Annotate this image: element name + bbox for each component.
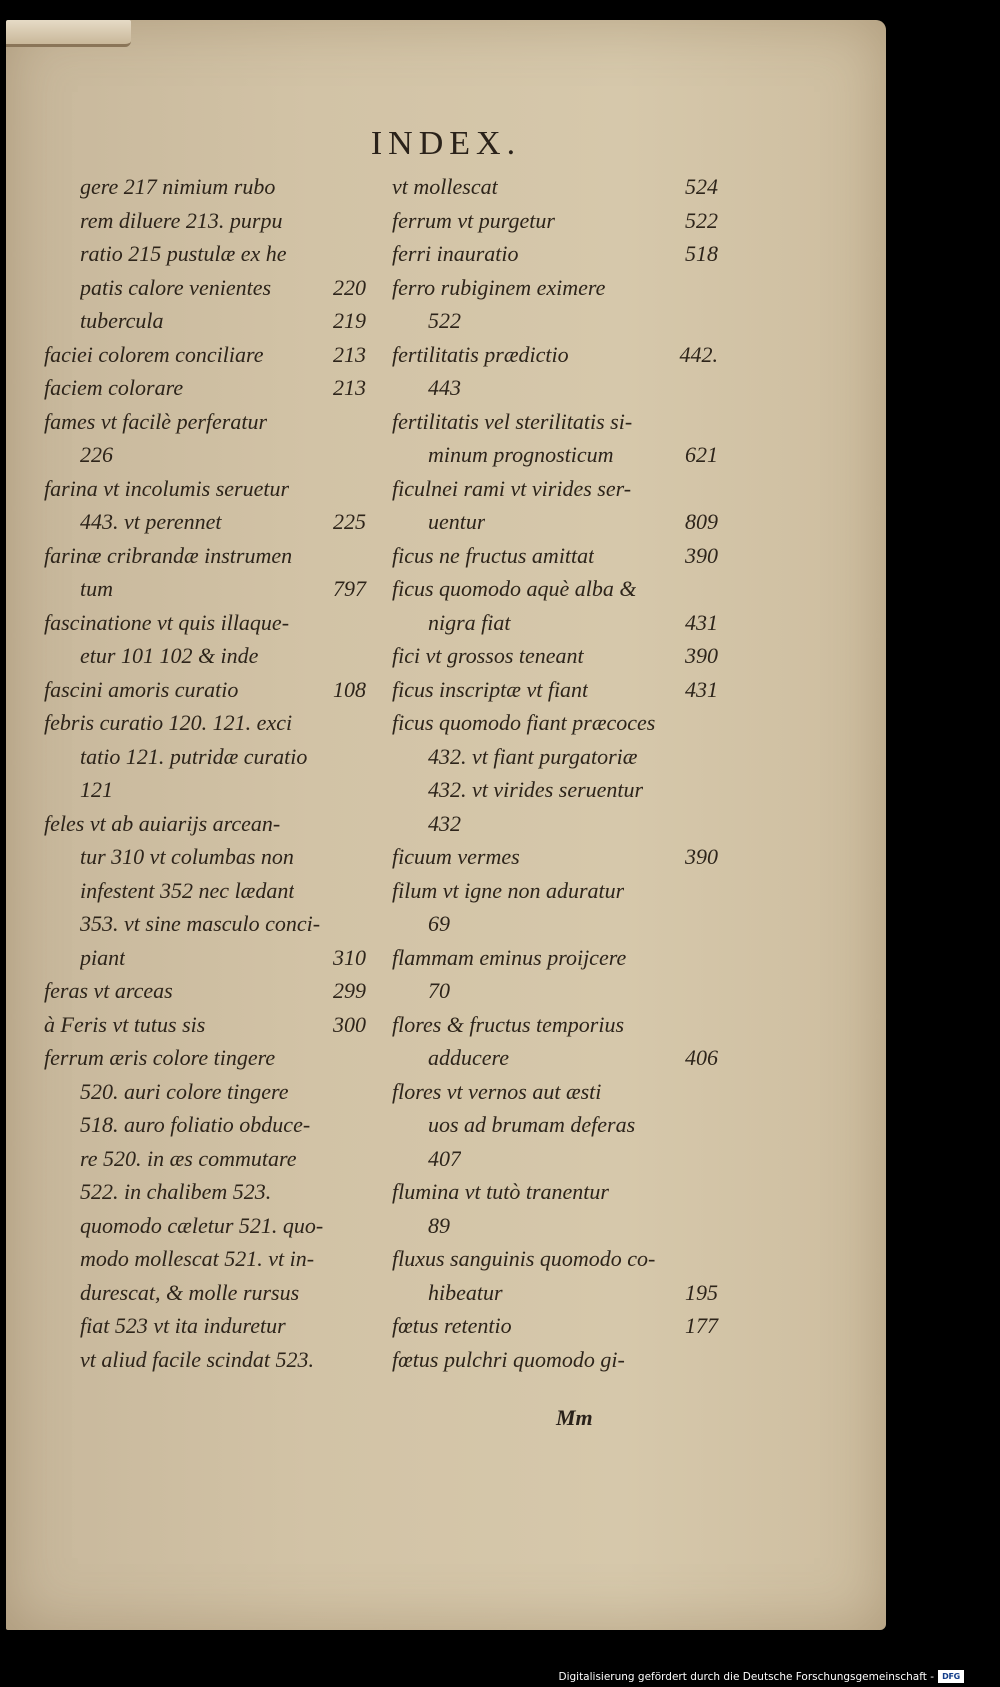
index-entry-line [44, 639, 366, 673]
index-entry-line [392, 840, 718, 874]
index-entry-line [44, 807, 366, 841]
entry-text: 407 [428, 1145, 461, 1171]
index-entry-line [44, 1242, 366, 1276]
entry-text: fluxus sanguinis quomodo co- [392, 1246, 656, 1271]
entry-text: uentur [428, 509, 486, 534]
index-entry-line [44, 371, 366, 405]
entry-page-number: 299 [333, 978, 366, 1003]
entry-page-number: 518 [685, 241, 718, 266]
entry-text: 226 [80, 442, 113, 467]
entry-text: 353. vt sine masculo conci- [80, 911, 321, 936]
entry-page-number: 108 [333, 676, 366, 702]
index-entry-line [392, 1276, 718, 1310]
entry-text: fertilitatis prædictio [392, 341, 569, 367]
index-entry-line [392, 1309, 718, 1343]
entry-text: 70 [428, 978, 450, 1003]
index-entry-line [44, 204, 366, 238]
entry-text: durescat, & molle rursus [80, 1279, 300, 1305]
entry-text: ficus quomodo aquè alba & [392, 576, 637, 601]
entry-text: flores & fructus temporius [392, 1011, 625, 1037]
index-entry-line [392, 572, 718, 606]
index-entry-line [392, 941, 718, 975]
index-entry-line [44, 1276, 366, 1310]
index-entry-line [392, 606, 718, 640]
index-entry-line [44, 1041, 366, 1075]
index-entry-line [44, 472, 366, 506]
index-entry-line [392, 639, 718, 673]
index-entry-line [44, 505, 366, 539]
entry-page-number: 310 [333, 944, 366, 970]
index-entry-line [44, 1075, 366, 1109]
entry-text: hibeatur [428, 1279, 503, 1305]
entry-text: tatio 121. putridæ curatio [80, 743, 308, 769]
entry-text: quomodo cæletur 521. quo- [80, 1212, 324, 1238]
entry-page-number: 431 [685, 609, 718, 635]
entry-page-number: 390 [685, 643, 718, 668]
index-entry-line [392, 505, 718, 539]
entry-page-number: 300 [333, 1011, 366, 1037]
index-entry-line [44, 438, 366, 472]
entry-page-number: 213 [333, 375, 366, 400]
index-entry-line [44, 1343, 366, 1377]
entry-text: feras vt arceas [44, 978, 173, 1003]
index-entry-line [44, 1108, 366, 1142]
entry-text: flores vt vernos aut æsti [392, 1078, 602, 1104]
entry-page-number: 797 [333, 576, 366, 601]
entry-text: 69 [428, 911, 450, 936]
entry-text: feles vt ab auiarijs arcean- [44, 810, 281, 836]
entry-text: 443 [428, 375, 461, 400]
entry-text: rem diluere 213. purpu [80, 207, 283, 233]
entry-text: tur 310 vt columbas non [80, 844, 294, 869]
entry-text: 121 [80, 777, 113, 802]
index-entry-line [44, 304, 366, 338]
entry-text: 432. vt fiant purgatoriæ [428, 743, 638, 769]
index-entry-line [44, 673, 366, 707]
entry-text: ficuum vermes [392, 844, 520, 869]
entry-page-number: 406 [685, 1045, 718, 1070]
entry-text: 520. auri colore tingere [80, 1078, 289, 1104]
digitization-credit [558, 1670, 964, 1683]
entry-text: ficus inscriptæ vt fiant [392, 676, 589, 702]
entry-page-number: 177 [685, 1313, 718, 1338]
index-entry-line [392, 974, 718, 1008]
entry-text: uos ad brumam deferas [428, 1112, 636, 1137]
index-entry-line [392, 1041, 718, 1075]
entry-text: ferro rubiginem eximere [392, 274, 606, 300]
index-entry-line [44, 706, 366, 740]
index-entry-line [392, 438, 718, 472]
entry-text: re 520. in æs commutare [80, 1145, 297, 1171]
entry-text: fœtus retentio [392, 1313, 512, 1338]
index-entry-line [392, 1209, 718, 1243]
entry-text: minum prognosticum [428, 442, 614, 467]
entry-page-number: 195 [685, 1279, 718, 1305]
index-entry-line [392, 271, 718, 305]
entry-text: gere 217 nimium rubo [80, 174, 276, 199]
entry-text: farina vt incolumis seruetur [44, 475, 290, 501]
index-entry-line [392, 204, 718, 238]
entry-text: flumina vt tutò tranentur [392, 1179, 609, 1204]
entry-text: 518. auro foliatio obduce- [80, 1112, 311, 1137]
index-entry-line [44, 1309, 366, 1343]
entry-text: modo mollescat 521. vt in- [80, 1246, 315, 1271]
entry-text: fici vt grossos teneant [392, 643, 584, 668]
entry-text: adducere [428, 1045, 510, 1070]
entry-text: faciem colorare [44, 375, 184, 400]
index-entry-line [392, 1075, 718, 1109]
entry-text: à Feris vt tutus sis [44, 1011, 206, 1037]
index-entry-line [44, 1175, 366, 1209]
index-column-right [392, 170, 718, 1376]
index-entry-line [392, 1242, 718, 1276]
entry-page-number: 390 [685, 844, 718, 869]
entry-text: patis calore venientes [80, 274, 272, 300]
entry-text: fœtus pulchri quomodo gi- [392, 1346, 625, 1372]
entry-page-number: 809 [685, 509, 718, 534]
entry-text: fascinatione vt quis illaque- [44, 609, 290, 635]
entry-text: vt aliud facile scindat 523. [80, 1346, 315, 1372]
entry-text: faciei colorem conciliare [44, 341, 264, 367]
dfg-logo-icon: DFG [938, 1670, 964, 1683]
entry-text: farinæ cribrandæ instrumen [44, 542, 293, 568]
index-entry-line [44, 1209, 366, 1243]
index-entry-line [392, 338, 718, 372]
index-entry-line [44, 974, 366, 1008]
index-entry-line [44, 170, 366, 204]
index-entry-line [44, 740, 366, 774]
index-entry-line [392, 1008, 718, 1042]
index-entry-line [392, 773, 718, 807]
entry-text: 89 [428, 1212, 450, 1238]
catchword: Mm [556, 1405, 593, 1430]
index-entry-line [44, 907, 366, 941]
index-entry-line [392, 1343, 718, 1377]
entry-text: ferrum æris colore tingere [44, 1045, 276, 1070]
index-entry-line [44, 606, 366, 640]
entry-text: ratio 215 pustulæ ex he [80, 241, 287, 266]
entry-text: infestent 352 nec lædant [80, 877, 295, 903]
entry-text: 522. in chalibem 523. [80, 1179, 272, 1204]
entry-page-number: 219 [333, 308, 366, 333]
entry-text: nigra fiat [428, 609, 511, 635]
index-entry-line [392, 673, 718, 707]
page-heading: INDEX. [370, 125, 522, 162]
index-entry-line [392, 371, 718, 405]
entry-text: tum [80, 576, 113, 601]
index-entry-line [392, 304, 718, 338]
index-entry-line [44, 405, 366, 439]
entry-text: flammam eminus proijcere [392, 944, 627, 970]
book-page [6, 20, 886, 1630]
index-entry-line [392, 1175, 718, 1209]
entry-text: 443. vt perennet [80, 509, 222, 534]
index-entry-line [392, 740, 718, 774]
entry-page-number: 621 [685, 442, 718, 467]
index-entry-line [392, 706, 718, 740]
entry-page-number: 431 [685, 676, 718, 702]
entry-text: 432. vt virides seruentur [428, 777, 644, 802]
entry-page-number: 220 [333, 274, 366, 300]
index-entry-line [392, 237, 718, 271]
index-entry-line [44, 874, 366, 908]
entry-text: ferrum vt purgetur [392, 207, 555, 233]
entry-text: fertilitatis vel sterilitatis si- [392, 408, 633, 434]
entry-text: fiat 523 vt ita induretur [80, 1313, 286, 1338]
entry-page-number: 522 [685, 207, 718, 233]
entry-page-number: 390 [685, 542, 718, 568]
index-entry-line [44, 1008, 366, 1042]
entry-text: ferri inauratio [392, 241, 519, 266]
index-column-left [44, 170, 366, 1376]
index-entry-line [44, 338, 366, 372]
index-entry-line [44, 840, 366, 874]
index-entry-line [392, 1108, 718, 1142]
index-entry-line [392, 170, 718, 204]
entry-text: ficulnei rami vt virides ser- [392, 475, 632, 501]
index-entry-line [44, 773, 366, 807]
index-entry-line [392, 1142, 718, 1176]
entry-page-number: 442. [679, 341, 718, 367]
entry-text: 522 [428, 308, 461, 333]
index-entry-line [44, 572, 366, 606]
index-entry-line [392, 807, 718, 841]
index-entry-line [392, 472, 718, 506]
index-entry-line [44, 1142, 366, 1176]
entry-text: etur 101 102 & inde [80, 643, 259, 668]
index-entry-line [44, 539, 366, 573]
index-entry-line [392, 405, 718, 439]
entry-text: fascini amoris curatio [44, 676, 239, 702]
entry-text: 432 [428, 810, 461, 836]
index-entry-line [44, 237, 366, 271]
page-corner-fold [6, 20, 131, 47]
entry-text: vt mollescat [392, 174, 498, 199]
entry-text: filum vt igne non aduratur [392, 877, 625, 903]
credit-text: Digitalisierung gefördert durch die Deutsche Forschungsgemeinschaft - [558, 1670, 934, 1683]
entry-text: fames vt facilè perferatur [44, 408, 268, 434]
entry-page-number: 213 [333, 341, 366, 367]
entry-text: febris curatio 120. 121. exci [44, 710, 293, 735]
entry-text: ficus quomodo fiant præcoces [392, 710, 656, 735]
index-entry-line [392, 539, 718, 573]
entry-page-number: 225 [333, 509, 366, 534]
entry-text: piant [80, 944, 126, 970]
index-entry-line [392, 874, 718, 908]
index-entry-line [44, 941, 366, 975]
entry-page-number: 524 [685, 174, 718, 199]
entry-text: ficus ne fructus amittat [392, 542, 595, 568]
entry-text: tubercula [80, 308, 164, 333]
index-entry-line [44, 271, 366, 305]
index-entry-line [392, 907, 718, 941]
